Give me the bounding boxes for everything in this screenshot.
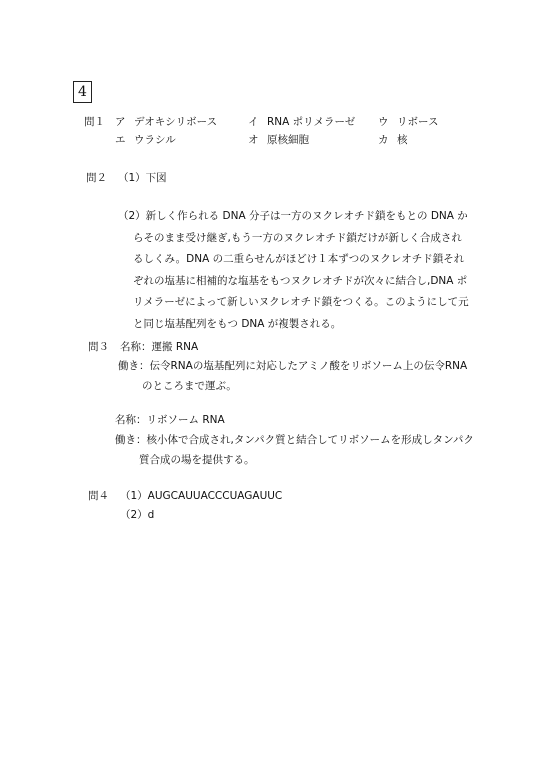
q3-trna-name: 名称：運搬 RNA <box>120 341 199 353</box>
q4-part1: （1）AUGCAUUACCCUAGAUUC <box>120 490 283 502</box>
q1-label: 問１ <box>84 116 105 128</box>
q4-label: 問４ <box>88 490 109 502</box>
q3-rrna-name: 名称：リボソーム RNA <box>115 414 225 426</box>
q2-part2-paragraph <box>118 206 468 335</box>
q1-item-ka-letter: カ <box>378 134 389 146</box>
q3-rrna-function-line: 質合成の場を提供する。 <box>139 454 255 466</box>
q1-item-e-letter: エ <box>115 134 126 146</box>
q4-part2: （2）d <box>120 509 155 521</box>
q3-trna-function-line: のところまで運ぶ。 <box>142 380 237 392</box>
q3-rrna-function <box>115 430 474 470</box>
q1-item-u-text: リボース <box>397 116 439 128</box>
q2-part2-line: （2）新しく作られる DNA 分子は一方のヌクレオチド鎖をもとの DNA か <box>118 210 468 222</box>
q2-part2-line: るしくみ。DNA の二重らせんがほどけ１本ずつのヌクレオチド鎖それ <box>133 253 465 265</box>
q3-trna-function <box>118 356 467 396</box>
q1-item-i-letter: イ <box>248 116 259 128</box>
q1-item-ka-text: 核 <box>397 134 408 146</box>
q1-item-i-text: RNA ポリメラーゼ <box>267 116 356 128</box>
q1-item-e-text: ウラシル <box>134 134 176 146</box>
q2-part2-line: リメラーゼによって新しいヌクレオチド鎖をつくる。このようにして元 <box>133 296 469 308</box>
q3-trna-function-line: 働き：伝令RNAの塩基配列に対応したアミノ酸をリボソーム上の伝令RNA <box>118 360 468 372</box>
q3-rrna-function-line: 働き：核小体で合成され,タンパク質と結合してリボソームを形成しタンパク <box>115 434 474 446</box>
q2-part2-line: と同じ塩基配列をもつ DNA が複製される。 <box>133 317 342 330</box>
q2-label: 問２ <box>86 172 107 184</box>
q1-item-a-text: デオキシリボース <box>134 116 218 128</box>
q1-item-a-letter: ア <box>115 116 126 128</box>
q1-item-u-letter: ウ <box>378 116 389 128</box>
q2-part2-line: らそのまま受け継ぎ,もう一方のヌクレオチド鎖だけが新しく合成され <box>133 231 462 244</box>
q1-item-o-text: 原核細胞 <box>267 134 309 146</box>
question-number-box: 4 <box>73 81 92 103</box>
q2-part1: （1）下図 <box>118 172 167 184</box>
q3-label: 問３ <box>88 341 109 353</box>
q2-part2-line: ぞれの塩基に相補的な塩基をもつヌクレオチドが次々に結合し,DNA ポ <box>133 274 468 287</box>
q1-item-o-letter: オ <box>248 134 259 146</box>
